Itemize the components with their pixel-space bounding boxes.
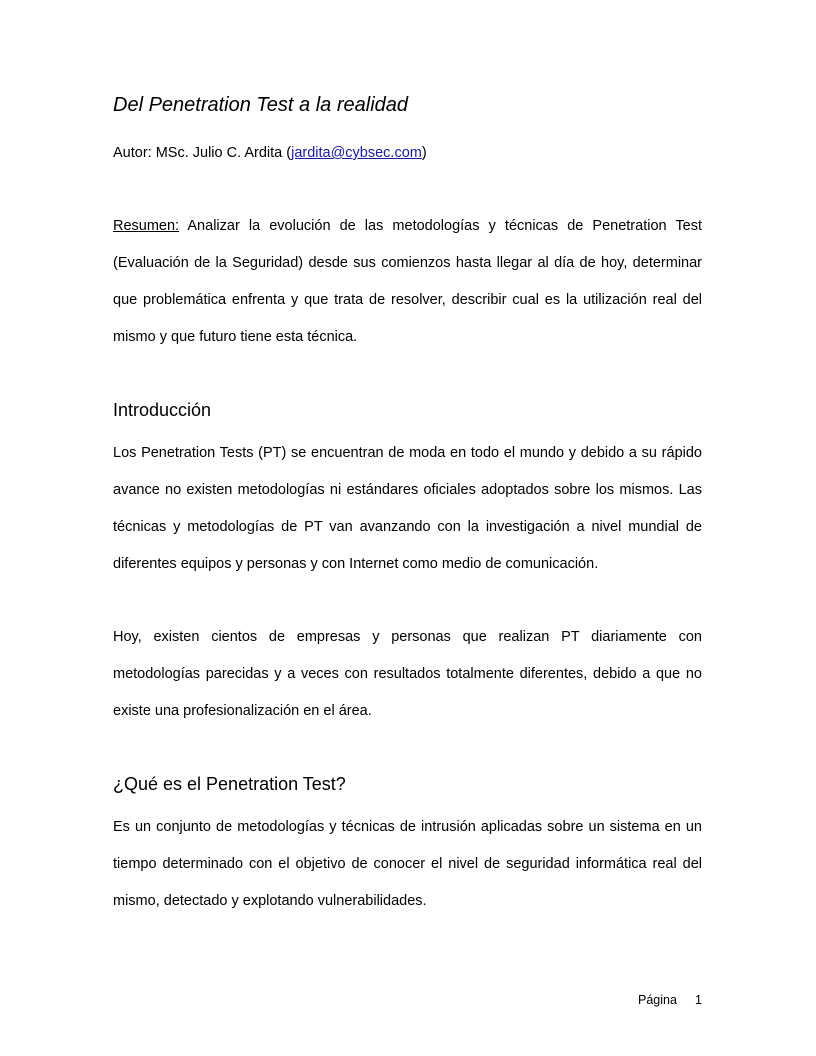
intro-paragraph-1: Los Penetration Tests (PT) se encuentran de moda en todo el mundo y debido a su rápido avance no existen metodologías ni estándares oficiales adoptados sobre los mismos. Las técnicas y metodologías de PT van avanzando con la investigación a nivel mundial de diferentes equipos y personas y con Internet como medio de comunicación. xyxy=(113,445,702,572)
document-title: Del Penetration Test a la realidad xyxy=(113,94,408,116)
section-heading-que-es: ¿Qué es el Penetration Test? xyxy=(113,774,346,794)
footer-page-number: 1 xyxy=(695,993,702,1007)
definition-paragraph: Es un conjunto de metodologías y técnicas de intrusión aplicadas sobre un sistema en un tiempo determinado con el objetivo de conocer el nivel de seguridad informática real del mismo, detectado y explotando vulnerabilidades. xyxy=(113,819,702,909)
author-suffix: ) xyxy=(421,145,427,161)
abstract-text: Analizar la evolución de las metodologías y técnicas de Penetration Test (Evaluación de la Seguridad) desde sus comienzos hasta llegar al día de hoy, determinar que problemática enfrenta y que trata de resolver, describir cual es la utilización real del mismo y que futuro tiene esta técnica. xyxy=(113,218,702,345)
intro-paragraph-2: Hoy, existen cientos de empresas y personas que realizan PT diariamente con metodologías parecidas y a veces con resultados totalmente diferentes, debido a que no existe una profesionalización en el área. xyxy=(113,629,702,719)
abstract-label: Resumen: xyxy=(113,218,180,234)
author-prefix: Autor: MSc. Julio C. Ardita ( xyxy=(113,145,292,161)
author-email-link[interactable]: jardita@cybsec.com xyxy=(291,145,422,161)
section-heading-introduccion: Introducción xyxy=(113,400,212,420)
abstract-paragraph xyxy=(113,208,702,356)
footer-page-label: Página xyxy=(638,993,677,1007)
author-line xyxy=(113,145,427,161)
